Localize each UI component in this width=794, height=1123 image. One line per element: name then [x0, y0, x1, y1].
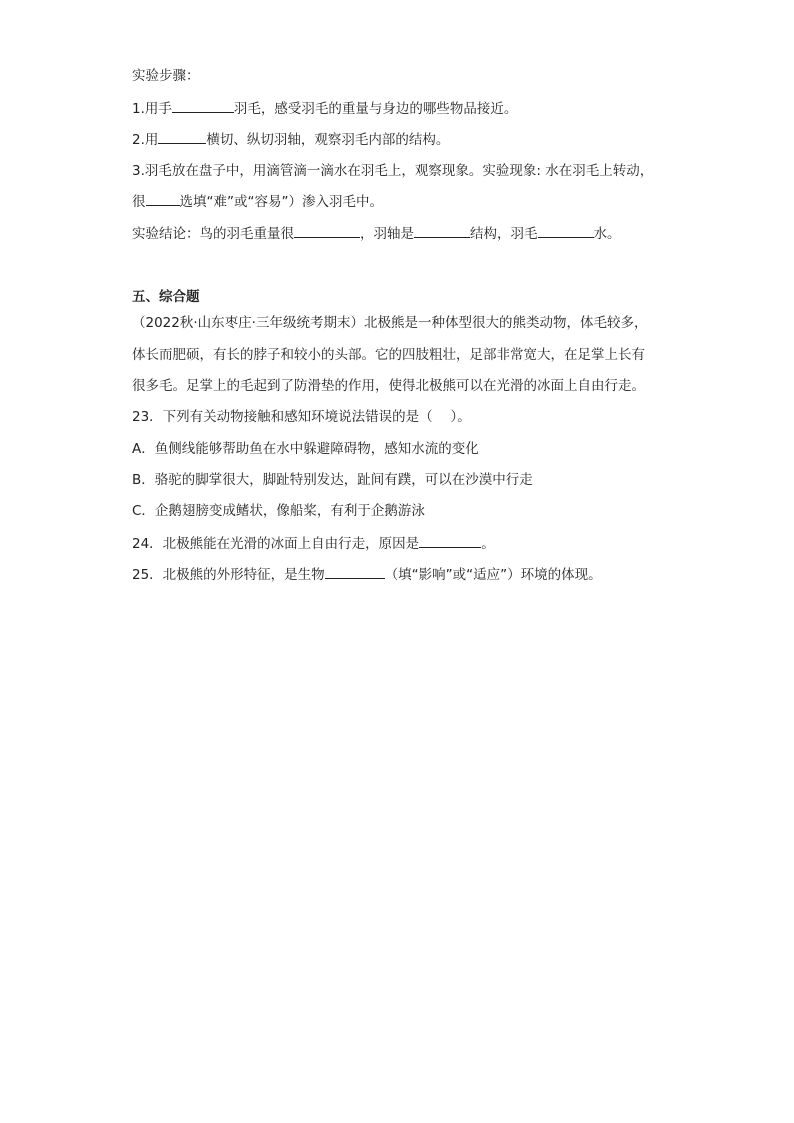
answer-blank [294, 223, 360, 238]
answer-blank [158, 129, 206, 144]
section-title [132, 287, 200, 307]
step-1-suffix: 羽毛，感受羽毛的重量与身边的哪些物品接近。 [233, 101, 518, 117]
conclusion [132, 223, 621, 244]
step-2-suffix: 横切、纵切羽轴，观察羽毛内部的结构。 [206, 132, 450, 148]
answer-blank [538, 223, 594, 238]
step-1 [132, 98, 517, 119]
question-25 [132, 564, 602, 585]
option-a [132, 439, 479, 459]
question-25-prefix: 25．北极熊的外形特征，是生物 [132, 567, 325, 583]
option-c [132, 501, 425, 521]
section-title-text: 五、综合题 [132, 289, 200, 305]
step-1-prefix: 1.用手 [132, 101, 172, 117]
question-23-text: 23．下列有关动物接触和感知环境说法错误的是（ ）。 [132, 409, 471, 425]
conclusion-suffix: 水。 [593, 226, 621, 242]
steps-title-text: 实验步骤： [132, 68, 200, 84]
answer-blank [172, 98, 234, 113]
steps-title [132, 66, 200, 86]
passage-line-3 [132, 376, 645, 396]
conclusion-mid-2: 结构，羽毛 [470, 226, 538, 242]
step-3 [132, 161, 653, 181]
passage-line-2 [132, 345, 645, 365]
passage-line-1-text: （2022秋·山东枣庄·三年级统考期末）北极熊是一种体型很大的熊类动物，体毛较多， [132, 315, 648, 331]
passage-line-2-text: 体长而肥硕，有长的脖子和较小的头部。它的四肢粗壮，足部非常宽大，在足掌上长有 [132, 347, 645, 363]
question-24-suffix: 。 [481, 536, 495, 552]
question-25-suffix: （填“影响”或“适应”）环境的体现。 [384, 567, 602, 583]
question-24 [132, 533, 495, 554]
option-c-text: C．企鹅翅膀变成鳍状，像船桨，有利于企鹅游泳 [132, 503, 425, 519]
conclusion-mid-1: ，羽轴是 [360, 226, 414, 242]
passage-line-1 [132, 313, 647, 333]
step-2 [132, 129, 449, 150]
option-b [132, 470, 533, 490]
step-3b-suffix: 选填“难”或“容易”）渗入羽毛中。 [179, 194, 383, 210]
passage-line-3-text: 很多毛。足掌上的毛起到了防滑垫的作用，使得北极熊可以在光滑的冰面上自由行走。 [132, 378, 645, 394]
answer-blank [146, 191, 180, 206]
step-3b-prefix: 很 [132, 194, 146, 210]
step-3-text: 3.羽毛放在盘子中，用滴管滴一滴水在羽毛上，观察现象。实验现象: 水在羽毛上转动， [132, 163, 654, 179]
option-a-text: A．鱼侧线能够帮助鱼在水中躲避障碍物，感知水流的变化 [132, 441, 479, 457]
question-23 [132, 407, 471, 427]
answer-blank [419, 533, 481, 548]
step-2-prefix: 2.用 [132, 132, 159, 148]
answer-blank [325, 564, 385, 579]
step-3-continued [132, 191, 383, 212]
answer-blank [414, 223, 470, 238]
conclusion-prefix: 实验结论：鸟的羽毛重量很 [132, 226, 294, 242]
option-b-text: B．骆驼的脚掌很大，脚趾特别发达，趾间有蹼，可以在沙漠中行走 [132, 472, 533, 488]
question-24-prefix: 24．北极熊能在光滑的冰面上自由行走，原因是 [132, 536, 420, 552]
